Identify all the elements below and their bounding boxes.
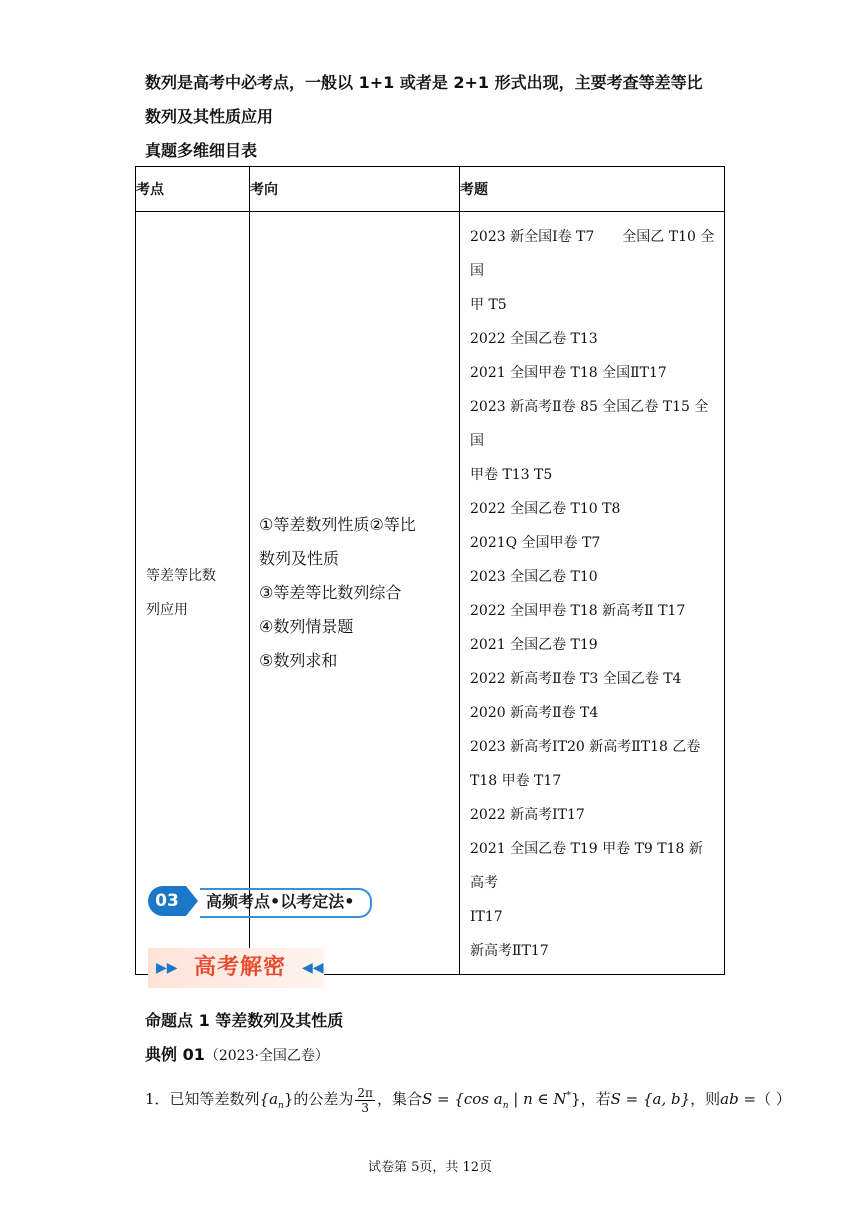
header-questions: 考题 (460, 167, 725, 212)
secret-banner-title: 高考解密 (194, 955, 287, 980)
question-line: 2021 全国乙卷 T19 甲卷 T9 T18 新高考 (470, 841, 703, 891)
section-number-badge: 03 (148, 886, 186, 916)
section-banner-title: 高频考点•以考定法• (206, 892, 355, 911)
question-line: 2022 全国甲卷 T18 新高考Ⅱ T17 (470, 603, 686, 619)
set-superscript: * (566, 1091, 572, 1101)
example-source: （2023·全国乙卷） (204, 1048, 329, 1064)
direction-line: ①等差数列性质②等比 (259, 515, 416, 534)
question-line: 2022 全国乙卷 T10 T8 (470, 501, 621, 517)
question-line: T18 甲卷 T17 (470, 773, 562, 789)
set-condition: | n ∈ N (508, 1090, 567, 1108)
double-arrow-left-icon: ◀◀ (302, 960, 324, 976)
question-line: 新高考ⅡT17 (470, 943, 549, 959)
question-line: 甲 T5 (470, 297, 507, 313)
direction-line: ④数列情景题 (259, 617, 354, 636)
double-arrow-right-icon: ▶▶ (156, 960, 178, 976)
intro-line-1: 数列是高考中必考点，一般以 1+1 或者是 2+1 形式出现，主要考查等差等比 (145, 73, 703, 92)
question-line: 2022 新高考ⅠT17 (470, 807, 585, 823)
question-line: 2023 新高考ⅠT20 新高考ⅡT18 乙卷 (470, 739, 701, 755)
set-expression: S = {cos a (421, 1090, 503, 1108)
question-line: 2023 全国乙卷 T10 (470, 569, 598, 585)
sequence-subscript: n (278, 1101, 284, 1111)
set-equality: S = {a, b} (610, 1090, 691, 1108)
problem-text-3: ，若 (580, 1090, 611, 1108)
problem-statement (145, 1074, 791, 1128)
question-line: 2020 新高考Ⅱ卷 T4 (470, 705, 599, 721)
question-line: 2022 全国乙卷 T13 (470, 331, 598, 347)
table-header-row (136, 167, 725, 212)
direction-line: ⑤数列求和 (259, 651, 338, 670)
set-close: } (571, 1090, 581, 1108)
question-line: 2021 全国乙卷 T19 (470, 637, 598, 653)
set-subscript: n (502, 1101, 509, 1111)
product-ask: ab = (720, 1090, 757, 1108)
question-line: 2021 全国甲卷 T18 全国ⅡT17 (470, 365, 667, 381)
answer-blank: （ ） (756, 1090, 791, 1108)
header-topic: 考点 (136, 167, 250, 212)
example-label: 典例 01 (145, 1045, 205, 1064)
sequence-close: } (283, 1090, 294, 1108)
fraction-denominator: 3 (361, 1100, 369, 1115)
section-banner-03 (148, 884, 388, 920)
topic-line-2: 列应用 (146, 602, 188, 618)
secret-banner (148, 944, 328, 992)
topic-cell (136, 212, 250, 975)
direction-line: ③等差等比数列综合 (259, 583, 402, 602)
problem-prefix: 1．已知等差数列 (145, 1090, 260, 1108)
table-row (136, 212, 725, 975)
direction-cell (250, 212, 460, 975)
intro-paragraph (145, 66, 745, 134)
question-line: 甲卷 T13 T5 (470, 467, 553, 483)
chevron-right-icon (186, 886, 198, 916)
question-line: 2023 新全国Ⅰ卷 T7 全国乙 T10 全国 (470, 229, 715, 279)
intro-line-2: 数列及其性质应用 (145, 107, 274, 126)
table-title: 真题多维细目表 (145, 141, 258, 160)
direction-line: 数列及性质 (259, 549, 340, 568)
header-direction: 考向 (250, 167, 460, 212)
problem-text-2: ，集合 (376, 1090, 422, 1108)
fraction-numerator: 2π (357, 1085, 373, 1100)
question-line: 2022 新高考Ⅱ卷 T3 全国乙卷 T4 (470, 671, 682, 687)
problem-text-1: 的公差为 (293, 1090, 354, 1108)
exam-topic-table (135, 166, 725, 975)
page-footer: 试卷第 5页，共 12页 (367, 1160, 493, 1175)
sequence-symbol: {a (259, 1090, 279, 1108)
question-line: 2021Q 全国甲卷 T7 (470, 535, 601, 551)
question-line: 2023 新高考Ⅱ卷 85 全国乙卷 T15 全国 (470, 399, 709, 449)
problem-text-4: ，则 (690, 1090, 721, 1108)
common-difference-fraction (355, 1086, 375, 1115)
question-line: ⅠT17 (470, 909, 503, 925)
questions-cell (460, 212, 725, 975)
topic-line-1: 等差等比数 (146, 568, 216, 584)
proposition-heading: 命题点 1 等差数列及其性质 (145, 1011, 344, 1030)
example-heading (145, 1040, 329, 1071)
